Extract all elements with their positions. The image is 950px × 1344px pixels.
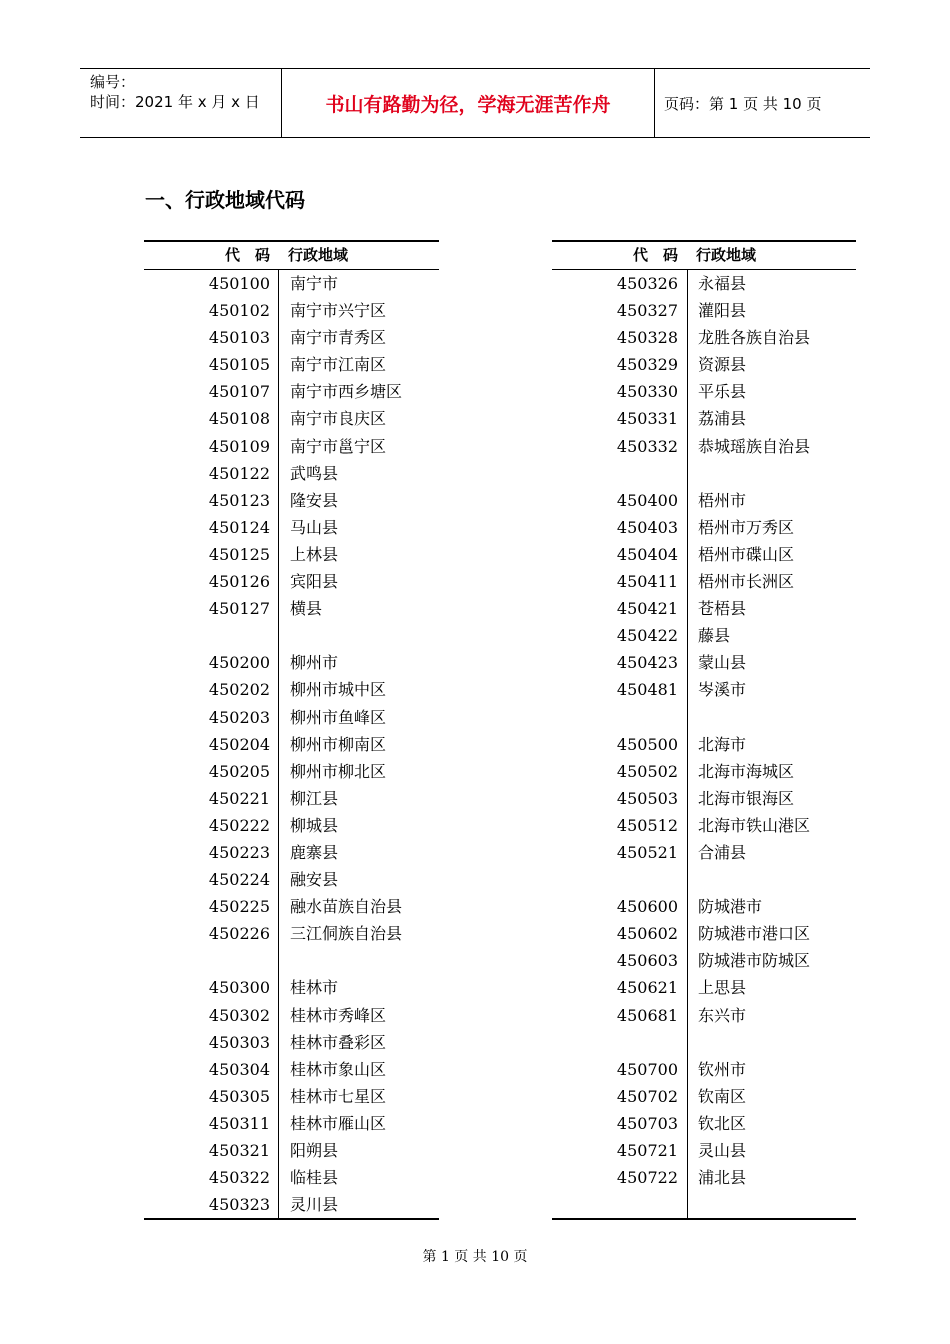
column-header-region: 行政地域: [696, 246, 757, 264]
region-name: 宾阳县: [290, 572, 339, 592]
table-row: [552, 1191, 856, 1218]
region-name: 柳城县: [290, 815, 339, 835]
table-row: [552, 731, 856, 758]
region-code: 450224: [208, 870, 270, 890]
header-time-label: 时间：2021 年 x 月 x 日: [90, 93, 260, 111]
region-name: 融安县: [290, 870, 339, 890]
region-code: 450311: [208, 1113, 270, 1133]
table-row: [144, 758, 439, 785]
table-row: [552, 270, 856, 297]
region-code: 450108: [208, 409, 270, 429]
table-row: [552, 1002, 856, 1029]
region-code: 450321: [208, 1141, 270, 1160]
table-row: [552, 460, 856, 487]
table-row: [144, 947, 439, 974]
region-code: 450703: [616, 1113, 678, 1133]
region-name: 藤县: [698, 626, 731, 646]
region-name: 阳朔县: [290, 1141, 339, 1160]
region-code: 450124: [208, 517, 270, 537]
header-page-info: 页码：第 1 页 共 10 页: [664, 94, 822, 113]
region-code: 450326: [616, 274, 678, 293]
region-name: [687, 1029, 698, 1056]
table-row: [144, 514, 439, 541]
table-row: [552, 487, 856, 514]
region-code: 450225: [208, 897, 270, 917]
region-code: 450503: [616, 788, 678, 808]
column-header-code: 代 码: [632, 246, 678, 264]
region-code: 450103: [208, 328, 270, 348]
table-row: [552, 514, 856, 541]
column-header-code: 代 码: [224, 246, 270, 264]
region-name: 桂林市雁山区: [290, 1113, 387, 1133]
table-row: [552, 758, 856, 785]
page-header: [80, 68, 870, 138]
region-code: 450411: [616, 572, 678, 592]
region-name: 南宁市: [290, 274, 339, 293]
region-code: [552, 1191, 687, 1218]
table-row: [552, 1029, 856, 1056]
region-name: 灌阳县: [698, 301, 747, 321]
region-name: 南宁市兴宁区: [290, 301, 387, 321]
region-name: 防城港市港口区: [698, 924, 811, 944]
region-name: 柳江县: [290, 788, 339, 808]
region-code-table-right: [552, 240, 856, 1220]
table-row: [552, 920, 856, 947]
table-row: [552, 812, 856, 839]
region-name: 灵山县: [698, 1141, 747, 1160]
region-code: 450328: [616, 328, 678, 348]
table-row: [144, 812, 439, 839]
table-row: [552, 1083, 856, 1110]
region-name: 浦北县: [698, 1168, 747, 1188]
table-row: [552, 649, 856, 676]
region-name: 梧州市碟山区: [698, 544, 795, 564]
table-body: [552, 270, 856, 1220]
region-code: 450303: [208, 1032, 270, 1052]
table-row: [144, 568, 439, 595]
region-code: 450421: [616, 599, 678, 619]
region-name: 钦北区: [698, 1113, 747, 1133]
table-row: [552, 839, 856, 866]
table-row: [552, 351, 856, 378]
table-row: [144, 1029, 439, 1056]
region-code: 450304: [208, 1059, 270, 1079]
region-name: 上林县: [290, 544, 339, 564]
region-name: 钦州市: [698, 1059, 747, 1079]
region-name: 上思县: [698, 978, 747, 998]
table-row: [144, 866, 439, 893]
region-name: [687, 460, 698, 487]
table-row: [144, 1083, 439, 1110]
table-row: [144, 974, 439, 1001]
region-code: 450602: [616, 924, 678, 944]
region-code: 450223: [208, 842, 270, 862]
region-name: 防城港市防城区: [698, 951, 811, 971]
region-name: [687, 1191, 698, 1218]
region-name: 柳州市柳南区: [290, 734, 387, 754]
header-motto-cell: [281, 69, 655, 137]
region-name: 永福县: [698, 274, 747, 293]
region-code: 450502: [616, 761, 678, 781]
region-code: 450109: [208, 436, 270, 456]
table-row: [144, 270, 439, 297]
region-name: 岑溪市: [698, 680, 747, 700]
region-name: 梧州市长洲区: [698, 572, 795, 592]
table-row: [552, 785, 856, 812]
region-code: 450322: [208, 1168, 270, 1188]
region-code: 450100: [208, 274, 270, 293]
table-row: [144, 920, 439, 947]
region-name: [687, 866, 698, 893]
region-name: 北海市银海区: [698, 788, 795, 808]
region-code: 450702: [616, 1086, 678, 1106]
table-row: [144, 676, 439, 703]
region-code: 450200: [208, 653, 270, 673]
table-row: [144, 704, 439, 731]
region-code: 450400: [616, 490, 678, 510]
table-row: [144, 541, 439, 568]
table-row: [144, 839, 439, 866]
table-header: [144, 240, 439, 270]
region-name: 横县: [290, 599, 323, 619]
region-name: 桂林市叠彩区: [290, 1032, 387, 1052]
region-code: 450126: [208, 572, 270, 592]
region-code: 450205: [208, 761, 270, 781]
region-code: 450202: [208, 680, 270, 700]
column-divider: [278, 270, 279, 1218]
region-code: 450423: [616, 653, 678, 673]
region-name: 三江侗族自治县: [290, 924, 403, 944]
region-code: [552, 866, 687, 893]
table-row: [552, 405, 856, 432]
table-row: [552, 378, 856, 405]
region-code: 450332: [616, 436, 678, 456]
region-code: [552, 704, 687, 731]
table-row: [552, 974, 856, 1001]
table-row: [144, 595, 439, 622]
region-code-table-left: [144, 240, 439, 1220]
table-row: [552, 1056, 856, 1083]
region-code: 450422: [616, 626, 678, 646]
region-code: 450323: [208, 1195, 270, 1215]
region-code: 450105: [208, 355, 270, 375]
region-code: 450481: [616, 680, 678, 700]
region-name: 灵川县: [290, 1195, 339, 1215]
region-name: 钦南区: [698, 1086, 747, 1106]
region-code: 450300: [208, 978, 270, 998]
region-name: 柳州市柳北区: [290, 761, 387, 781]
table-row: [552, 866, 856, 893]
region-code: 450621: [616, 978, 678, 998]
region-name: 合浦县: [698, 842, 747, 862]
table-row: [552, 676, 856, 703]
region-name: 平乐县: [698, 382, 747, 402]
table-row: [144, 1191, 439, 1218]
region-name: 柳州市城中区: [290, 680, 387, 700]
region-name: 临桂县: [290, 1168, 339, 1188]
header-number-label: 编号：: [90, 73, 136, 91]
region-code: 450305: [208, 1086, 270, 1106]
header-meta: [90, 72, 260, 112]
table-row: [144, 433, 439, 460]
region-code: 450122: [208, 463, 270, 483]
table-header: [552, 240, 856, 270]
table-row: [552, 1110, 856, 1137]
region-name: 恭城瑶族自治县: [698, 436, 811, 456]
region-code: 450107: [208, 382, 270, 402]
region-code: 450222: [208, 815, 270, 835]
region-code: [144, 622, 279, 649]
table-row: [552, 893, 856, 920]
region-code: [552, 1029, 687, 1056]
table-row: [552, 595, 856, 622]
region-name: 南宁市西乡塘区: [290, 382, 403, 402]
region-code: 450404: [616, 544, 678, 564]
table-row: [144, 1164, 439, 1191]
table-row: [144, 297, 439, 324]
region-code: 450203: [208, 707, 270, 727]
table-row: [552, 541, 856, 568]
region-name: [279, 947, 290, 974]
region-code: 450127: [208, 599, 270, 619]
table-row: [552, 324, 856, 351]
table-row: [552, 433, 856, 460]
region-name: 龙胜各族自治县: [698, 328, 811, 348]
region-name: 南宁市青秀区: [290, 328, 387, 348]
region-name: 鹿寨县: [290, 842, 339, 862]
table-row: [144, 351, 439, 378]
region-code: 450327: [616, 301, 678, 321]
table-row: [552, 1164, 856, 1191]
region-code: 450500: [616, 734, 678, 754]
table-row: [144, 1137, 439, 1164]
region-code: 450102: [208, 301, 270, 321]
region-name: [687, 704, 698, 731]
region-name: 桂林市: [290, 978, 339, 998]
region-name: 柳州市鱼峰区: [290, 707, 387, 727]
region-code: 450600: [616, 897, 678, 917]
region-code: [552, 460, 687, 487]
region-code: 450125: [208, 544, 270, 564]
table-row: [144, 649, 439, 676]
region-name: 隆安县: [290, 490, 339, 510]
region-name: 荔浦县: [698, 409, 747, 429]
table-row: [144, 324, 439, 351]
region-name: 蒙山县: [698, 653, 747, 673]
region-name: 桂林市象山区: [290, 1059, 387, 1079]
table-row: [552, 1137, 856, 1164]
table-row: [144, 405, 439, 432]
region-name: 北海市: [698, 734, 747, 754]
region-code: 450403: [616, 517, 678, 537]
region-name: 南宁市良庆区: [290, 409, 387, 429]
table-row: [144, 487, 439, 514]
region-code: 450681: [616, 1005, 678, 1025]
header-motto: 书山有路勤为径，学海无涯苦作舟: [325, 93, 611, 116]
region-code: 450331: [616, 409, 678, 429]
table-row: [552, 297, 856, 324]
table-row: [144, 460, 439, 487]
table-row: [144, 1110, 439, 1137]
region-name: 南宁市邕宁区: [290, 436, 387, 456]
region-name: 防城港市: [698, 897, 763, 917]
region-code: 450123: [208, 490, 270, 510]
column-divider: [687, 270, 688, 1218]
region-name: 东兴市: [698, 1005, 747, 1025]
page-footer: 第 1 页 共 10 页: [422, 1249, 528, 1265]
region-name: 北海市海城区: [698, 761, 795, 781]
region-code: 450521: [616, 842, 678, 862]
table-row: [144, 1056, 439, 1083]
region-name: 南宁市江南区: [290, 355, 387, 375]
region-name: 柳州市: [290, 653, 339, 673]
region-name: 梧州市万秀区: [698, 517, 795, 537]
region-name: 融水苗族自治县: [290, 897, 403, 917]
table-row: [144, 622, 439, 649]
table-row: [552, 947, 856, 974]
region-code: 450329: [616, 355, 678, 375]
table-row: [552, 568, 856, 595]
region-code: 450221: [208, 788, 270, 808]
region-name: 北海市铁山港区: [698, 815, 811, 835]
table-row: [144, 893, 439, 920]
region-name: [279, 622, 290, 649]
region-name: 桂林市秀峰区: [290, 1005, 387, 1025]
region-name: 武鸣县: [290, 463, 339, 483]
table-row: [552, 704, 856, 731]
region-name: 苍梧县: [698, 599, 747, 619]
region-code: [144, 947, 279, 974]
region-code: 450722: [616, 1168, 678, 1188]
region-name: 资源县: [698, 355, 747, 375]
region-name: 梧州市: [698, 490, 747, 510]
region-code: 450721: [616, 1141, 678, 1160]
region-name: 桂林市七星区: [290, 1086, 387, 1106]
section-title: 一、行政地域代码: [145, 188, 305, 212]
region-name: 马山县: [290, 517, 339, 537]
table-row: [144, 1002, 439, 1029]
region-code: 450700: [616, 1059, 678, 1079]
table-row: [144, 785, 439, 812]
column-header-region: 行政地域: [288, 246, 349, 264]
table-row: [552, 622, 856, 649]
region-code: 450226: [208, 924, 270, 944]
region-code: 450330: [616, 382, 678, 402]
region-code: 450302: [208, 1005, 270, 1025]
table-row: [144, 731, 439, 758]
table-body: [144, 270, 439, 1220]
region-code: 450603: [616, 951, 678, 971]
table-row: [144, 378, 439, 405]
region-code: 450512: [616, 815, 678, 835]
region-code: 450204: [208, 734, 270, 754]
